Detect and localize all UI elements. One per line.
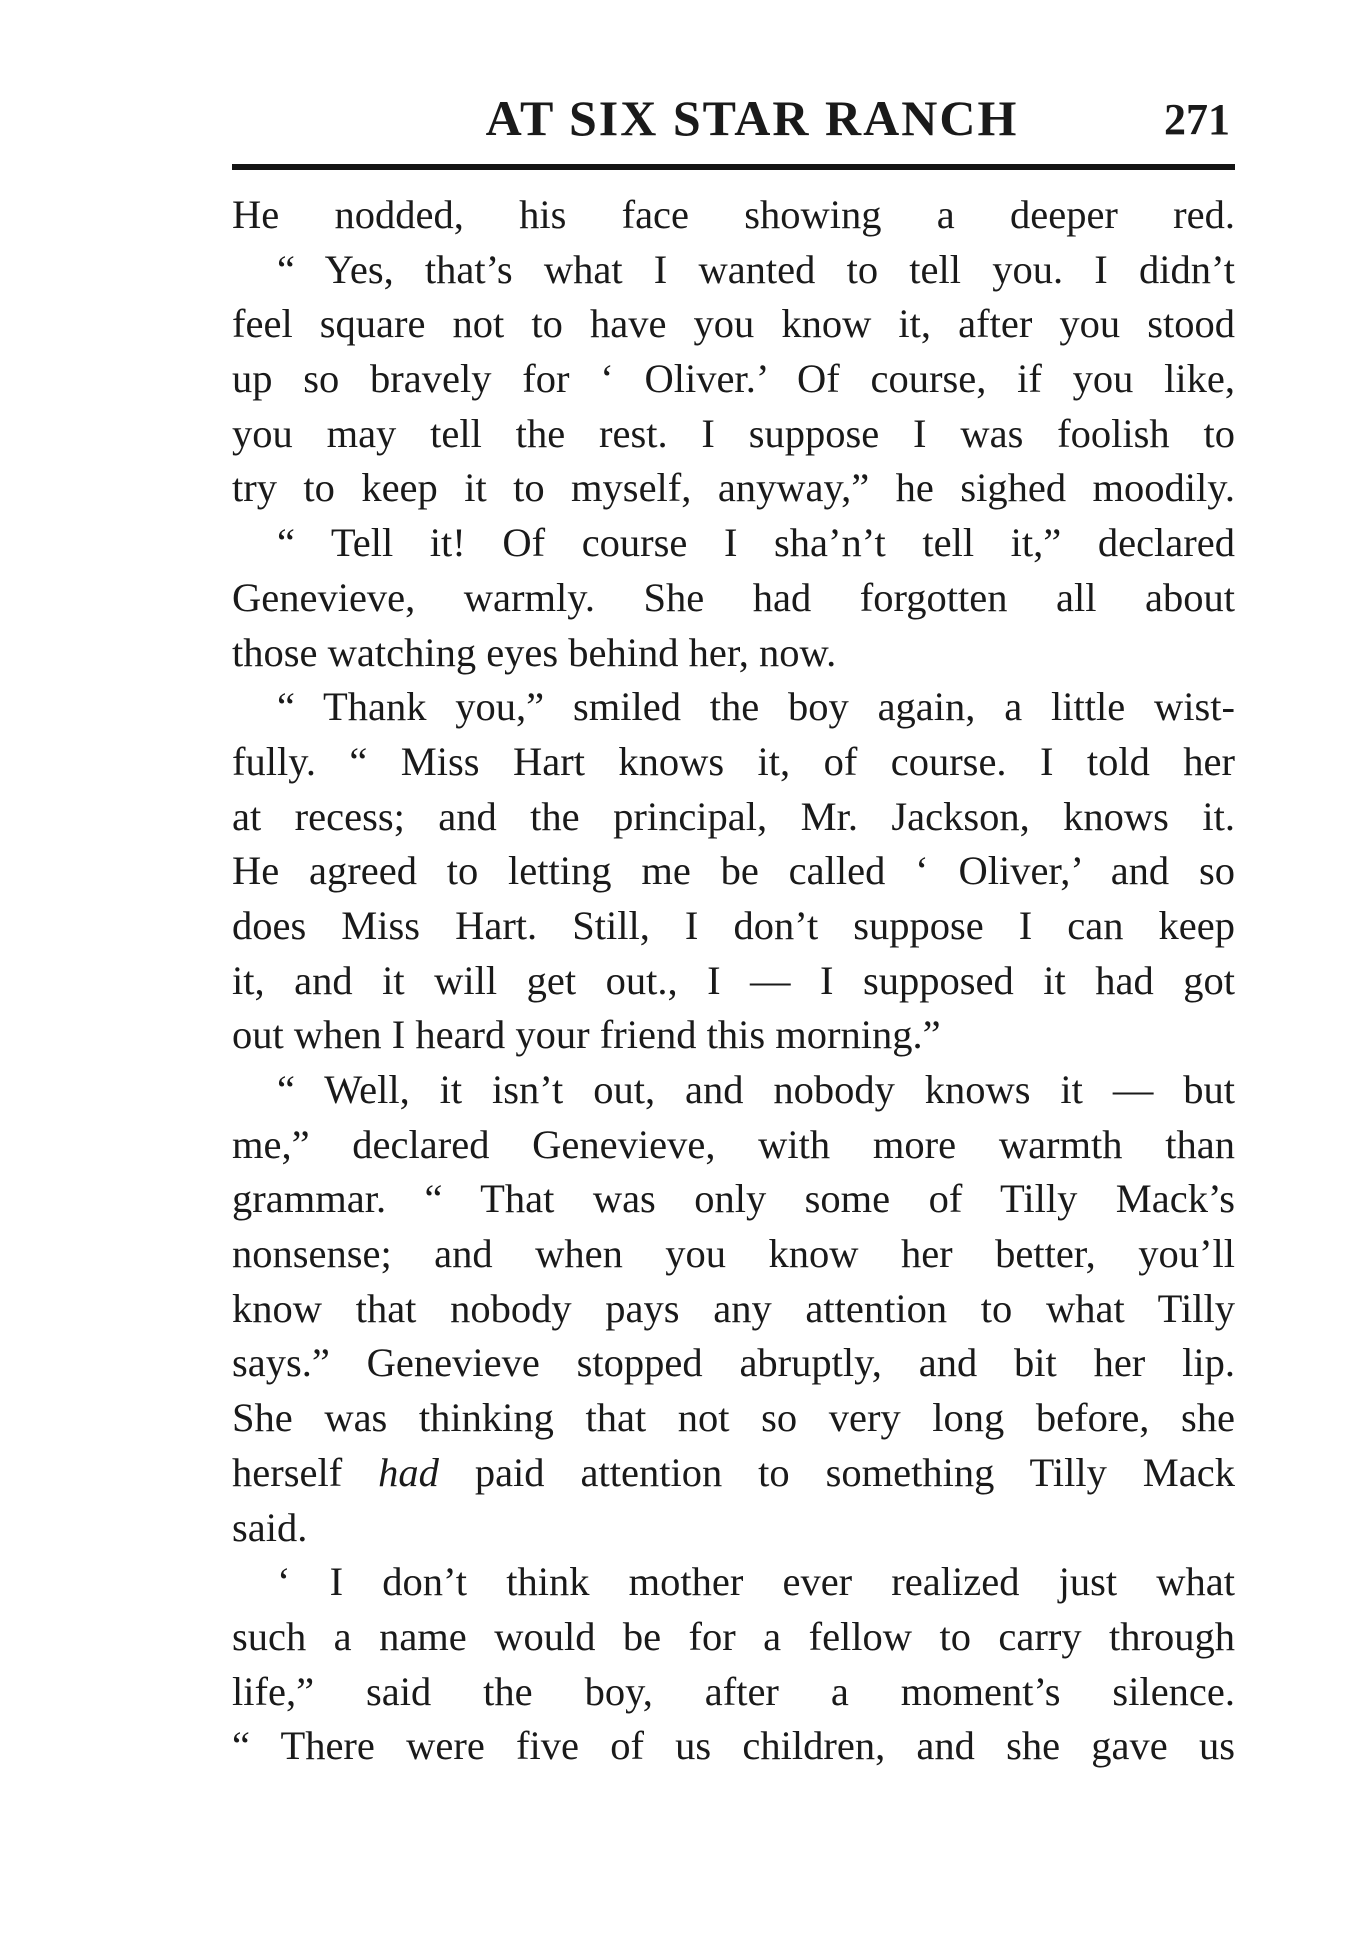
text-line: “ Well, it isn’t out, and nobody knows it — but (277, 1067, 1235, 1112)
text-line: up so bravely for ‘ Oliver.’ Of course, if you like, (232, 356, 1235, 402)
text-line: He nodded, his face showing a deeper red. (232, 192, 1235, 237)
text-line: at recess; and the principal, Mr. Jackson, knows it. (232, 793, 1235, 839)
text-line: you may tell the rest. I suppose I was foolish to (232, 410, 1235, 456)
page-header (232, 88, 1232, 158)
text-line: such a name would be for a fellow to carry through (232, 1613, 1235, 1659)
text-line: Genevieve, warmly. She had forgotten all about (232, 574, 1235, 620)
text-line: does Miss Hart. Still, I don’t suppose I can keep (232, 902, 1235, 948)
text-line: He agreed to letting me be called ‘ Oliver,’ and so (232, 848, 1235, 894)
text-line: “ Tell it! Of course I sha’n’t tell it,” declared (277, 520, 1235, 566)
italic-word: had (378, 1449, 439, 1495)
text-line: out when I heard your friend this morning.” (232, 1012, 941, 1058)
text-line: ‘ I don’t think mother ever realized just what (277, 1559, 1235, 1605)
text-segment: paid attention to something Tilly Mack (474, 1449, 1235, 1495)
text-line: “ Thank you,” smiled the boy again, a little wist- (277, 684, 1235, 730)
running-title: AT SIX STAR RANCH (485, 90, 1019, 146)
text-line: life,” said the boy, after a moment’s silence. (232, 1668, 1235, 1714)
text-line: know that nobody pays any attention to what Tilly (232, 1285, 1235, 1331)
text-line: try to keep it to myself, anyway,” he sighed moodily. (232, 465, 1235, 511)
text-line: said. (232, 1504, 308, 1550)
text-line: it, and it will get out., I — I supposed it had got (232, 957, 1235, 1003)
text-segment: herself (232, 1449, 343, 1495)
page-number: 271 (1164, 95, 1230, 144)
text-line: those watching eyes behind her, now. (232, 629, 837, 675)
body-text (232, 188, 1235, 1774)
text-line: me,” declared Genevieve, with more warmth than (232, 1121, 1235, 1167)
text-line: “ Yes, that’s what I wanted to tell you. I didn’t (277, 246, 1235, 292)
text-line: She was thinking that not so very long before, she (232, 1395, 1235, 1441)
text-line: fully. “ Miss Hart knows it, of course. I told her (232, 738, 1235, 784)
text-line: nonsense; and when you know her better, you’ll (232, 1231, 1235, 1277)
text-line: says.” Genevieve stopped abruptly, and bit her lip. (232, 1340, 1235, 1386)
text-line-with-italic (232, 1446, 1235, 1501)
text-line: feel square not to have you know it, after you stood (232, 301, 1235, 347)
text-line: grammar. “ That was only some of Tilly Mack’s (232, 1176, 1235, 1222)
text-line: “ There were five of us children, and she gave us (232, 1723, 1235, 1769)
header-rule (232, 164, 1235, 170)
